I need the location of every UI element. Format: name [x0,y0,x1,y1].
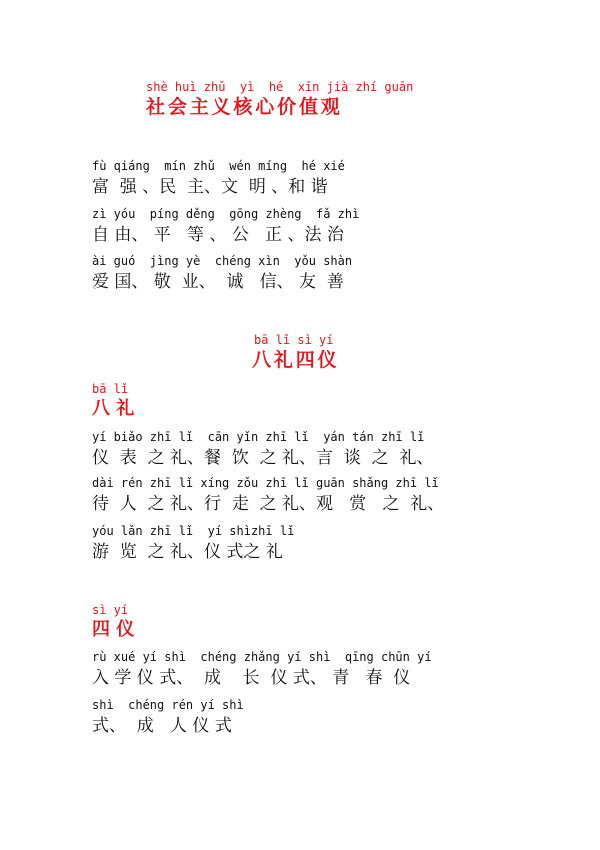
values-line-2: 自 由、 平 等 、 公 正 、法 治 [92,225,344,245]
bali-line-1: 仪 表 之 礼、餐 饮 之 礼、言 谈 之 礼、 [92,448,434,468]
section-bali-heading: 八 礼 [92,398,135,419]
bali-line-2-pinyin: dài rén zhī lǐ xíng zǒu zhī lǐ guān shǎng zhī lǐ [92,476,439,490]
values-line-3-pinyin: ài guó jìng yè chéng xìn yǒu shàn [92,254,353,268]
title-main-pinyin: shè huì zhǔ yì hé xīn jià zhí guān [146,80,414,94]
values-line-2-pinyin: zì yóu píng děng gōng zhèng fǎ zhì [92,207,360,221]
siyi-line-1: 入 学 仪 式、 成 长 仪 式、 青 春 仪 [92,668,411,688]
values-line-3: 爱 国、 敬 业、 诚 信、 友 善 [92,272,344,292]
bali-line-3: 游 览 之 礼、仪 式之 礼 [92,542,283,562]
siyi-line-2: 式、 成 人 仪 式 [92,716,232,736]
title-second: 八礼四仪 [252,349,340,371]
siyi-line-2-pinyin: shì chéng rén yí shì [92,698,244,712]
bali-line-3-pinyin: yóu lǎn zhī lǐ yí shìzhī lǐ [92,524,295,538]
bali-line-2: 待 人 之 礼、行 走 之 礼、观 赏 之 礼、 [92,494,445,514]
section-siyi-pinyin: sì yí [92,603,129,617]
siyi-line-1-pinyin: rù xué yí shì chéng zhǎng yí shì qīng chūn yí [92,650,432,664]
values-line-1: 富 强 、民 主、文 明 、和 谐 [92,177,328,197]
section-bali-pinyin: bā lǐ [92,382,129,396]
values-line-1-pinyin: fù qiáng mín zhǔ wén míng hé xié [92,159,345,173]
bali-line-1-pinyin: yí biǎo zhī lǐ cān yǐn zhī lǐ yán tán zhī lǐ [92,430,425,444]
title-second-pinyin: bā lǐ sì yí [254,333,334,347]
section-siyi-heading: 四 仪 [92,619,135,640]
title-main: 社会主义核心价值观 [146,96,343,118]
